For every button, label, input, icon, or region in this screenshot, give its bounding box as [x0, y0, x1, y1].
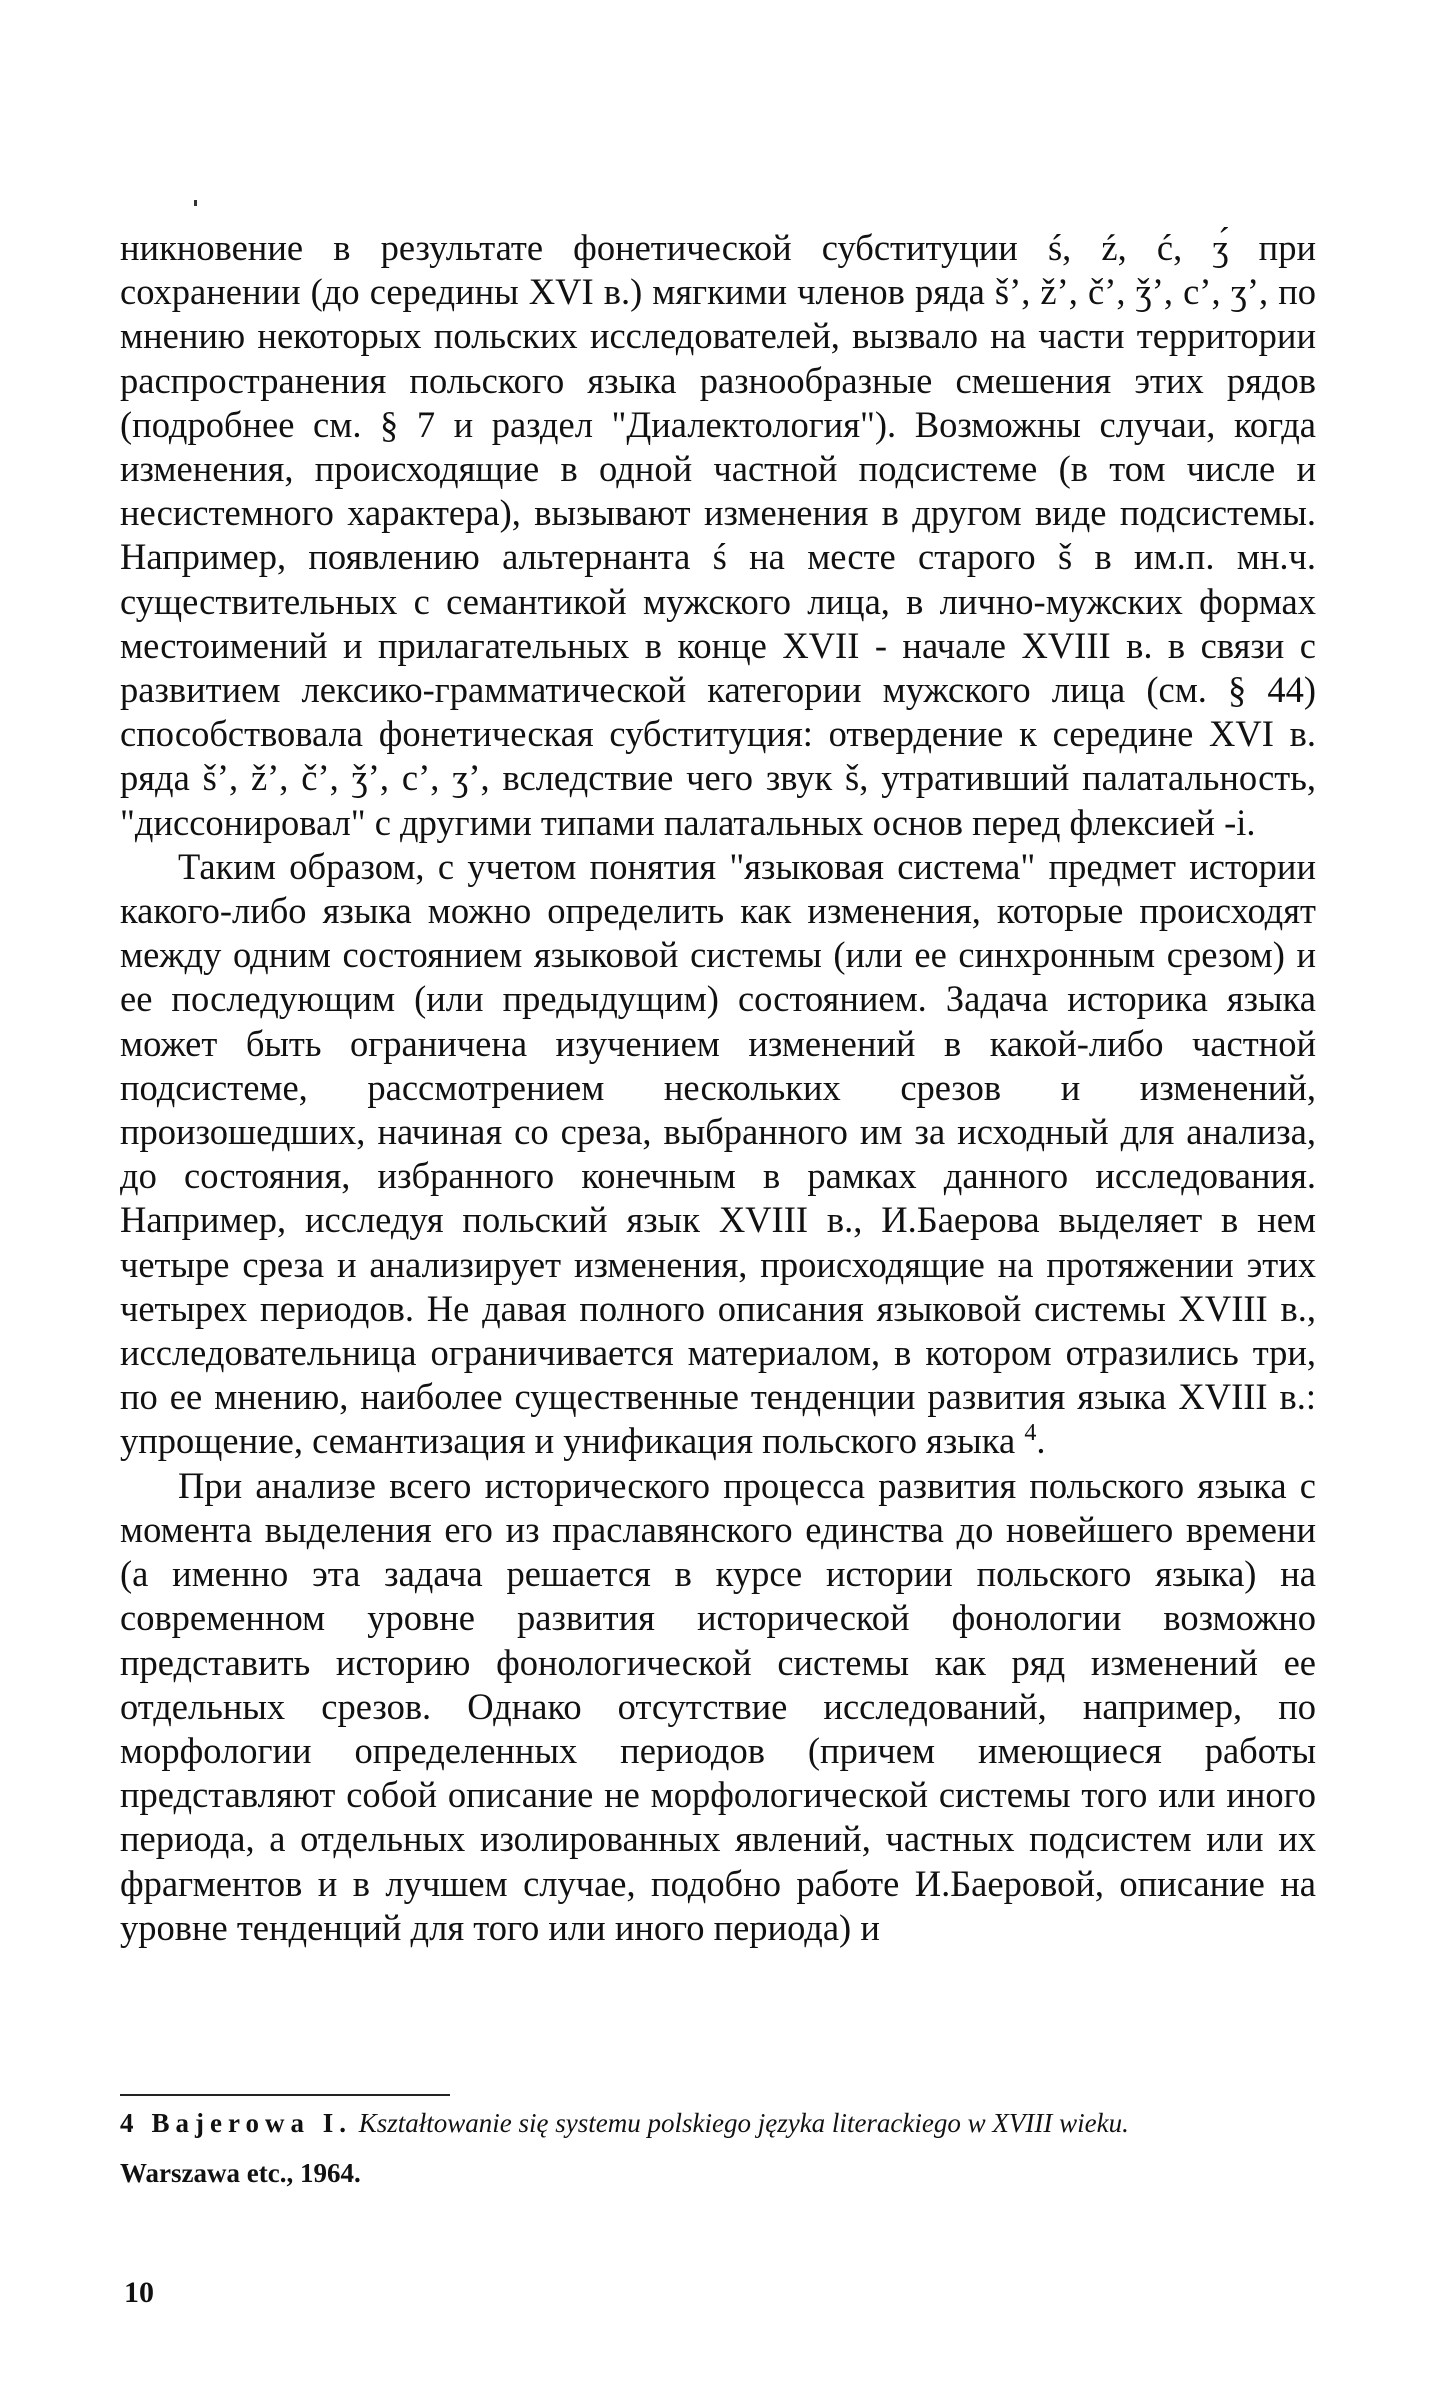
footnote-title: Kształtowanie się systemu polskiego języka literackiego w XVIII wieku. [358, 2108, 1129, 2138]
footnote-number: 4 [120, 2108, 134, 2138]
footnote [120, 2098, 1316, 2198]
paragraph-2 [120, 845, 1316, 1464]
paragraph-2-text: Таким образом, с учетом понятия "языковая система" предмет истории какого-либо языка можно определить как изменения, которые происходят между одним состоянием языковой системы (или ее синхронным срезом) и ее последующим (или предыдущим) состоянием. Задача историка языка может быть ограничена изучением изменений в какой-либо частной подсистеме, рассмотрением нескольких срезов и изменений, произошедших, начиная со среза, выбранного им за исходный для анализа, до состояния, избранного конечным в рамках данного исследования. Например, исследуя польский язык XVIII в., И.Баерова выделяет в нем четыре среза и анализирует изменения, происходящие на протяжении этих четырех периодов. Не давая полного описания языковой системы XVIII в., исследовательница ограничивается материалом, в котором отразились три, по ее мнению, наиболее существенные тенденции развития языка XVIII в.: упрощение, семантизация и унификация польского языка [120, 845, 1316, 1462]
footnote-place: Warszawa etc., 1964. [120, 2158, 361, 2188]
footnote-marker[interactable]: 4 [1024, 1420, 1037, 1447]
page-body [120, 226, 1316, 1950]
footnote-divider [120, 2094, 450, 2096]
paragraph-1: никновение в результате фонетической субституции ś, ź, ć, ʒ́ при сохранении (до середины XVI в.) мягкими членов ряда š’, ž’, č’, ǯ’, c’, ʒ’, по мнению некоторых польских исследователей, вызвало на части территории распространения польского языка разнообразные смешения этих рядов (подробнее см. § 7 и раздел "Диалектология"). Возможны случаи, когда изменения, происходящие в одной частной подсистеме (в том числе и несистемного характера), вызывают изменения в другом виде подсистемы. Например, появлению альтернанта ś на месте старого š в им.п. мн.ч. существительных с семантикой мужского лица, в лично-мужских формах местоимений и прилагательных в конце XVII - начале XVIII в. в связи с развитием лексико-грамматической категории мужского лица (см. § 44) способствовала фонетическая субституция: отвердение к середине XVI в. ряда š’, ž’, č’, ǯ’, c’, ʒ’, вследствие чего звук š, утративший палатальность, "диссонировал" с другими типами палатальных основ перед флексией -i. [120, 227, 1316, 843]
sentence-end: . [1036, 1420, 1046, 1462]
body-text [120, 226, 1316, 1950]
paragraph-3: При анализе всего исторического процесса развития польского языка с момента выделения его из праславянского единства до новейшего времени (а именно эта задача решается в курсе истории польского языка) на современном уровне развития исторической фонологии возможно представить историю фонологической системы как ряд изменений ее отдельных срезов. Однако отсутствие исследований, например, по морфологии определенных периодов (причем имеющиеся работы представляют собой описание не морфологической системы того или иного периода, а отдельных изолированных явлений, частных подсистем или их фрагментов и в лучшем случае, подобно работе И.Баеровой, описание на уровне тенденций для того или иного периода) и [120, 1464, 1316, 1948]
footnote-author: Bajerowa I. [151, 2108, 352, 2138]
print-speck [194, 200, 197, 206]
page-number: 10 [124, 2276, 154, 2309]
